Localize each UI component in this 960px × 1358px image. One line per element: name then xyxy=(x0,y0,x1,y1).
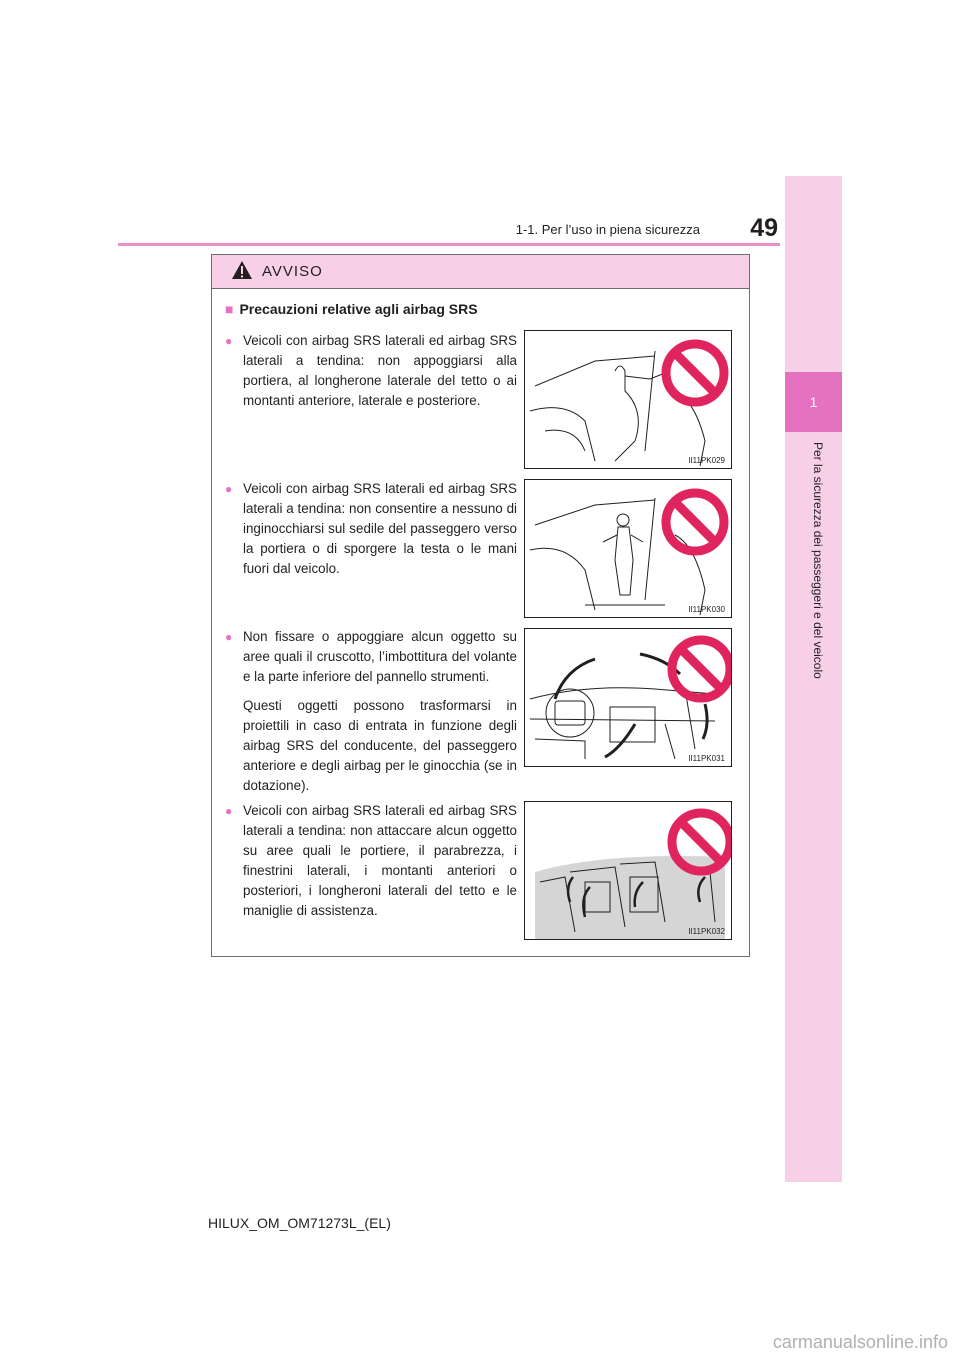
watermark: carmanualsonline.info xyxy=(772,1332,948,1352)
item-text: Veicoli con airbag SRS laterali ed airbag SRS laterali a tendina: non appoggiarsi alla portiera, al longherone laterale del tetto o ai montanti anteriore, laterale e posteriore. xyxy=(243,333,517,408)
item-text: Veicoli con airbag SRS laterali ed airbag SRS laterali a tendina: non consentire a nessuno di inginocchiarsi sul sedile del passeggero verso la portiera o di sporgere la testa o le mani fuori dal veicolo. xyxy=(243,481,517,576)
figure-leaning-on-door xyxy=(524,330,732,469)
warning-item xyxy=(225,479,517,579)
figure-kneeling-on-seat xyxy=(524,479,732,618)
figure-objects-on-pillars xyxy=(524,801,732,940)
illustration-passenger-kneeling xyxy=(525,480,731,617)
page-number: 49 xyxy=(750,214,778,242)
illustration-dashboard xyxy=(525,629,731,766)
warning-triangle-icon xyxy=(231,260,253,280)
bullet-icon: ● xyxy=(225,482,233,496)
figure-code: II11PK031 xyxy=(688,754,725,763)
item-text: Questi oggetti possono trasformarsi in proiettili in caso di entrata in funzione degli airbag SRS del conducente, del passeggero anteriore e degli airbag per le ginocchia (se in dotazione). xyxy=(243,698,517,793)
figure-code: II11PK032 xyxy=(688,927,725,936)
bullet-icon: ● xyxy=(225,630,233,644)
side-tab-label: Per la sicurezza dei passeggeri e del veicolo xyxy=(811,442,825,679)
square-bullet-icon: ■ xyxy=(225,301,234,317)
warning-item xyxy=(225,801,517,921)
figure-objects-on-dashboard xyxy=(524,628,732,767)
section-heading xyxy=(225,301,478,317)
document-code: HILUX_OM_OM71273L_(EL) xyxy=(208,1215,391,1231)
figure-code: II11PK029 xyxy=(688,456,725,465)
warning-item xyxy=(225,331,517,411)
illustration-cabin-interior xyxy=(525,802,731,939)
warning-title: AVVISO xyxy=(262,263,323,280)
bullet-icon: ● xyxy=(225,334,233,348)
warning-header xyxy=(212,255,749,289)
section-heading-text: Precauzioni relative agli airbag SRS xyxy=(239,301,478,317)
figure-code: II11PK030 xyxy=(688,605,725,614)
header-divider xyxy=(118,243,780,246)
header-section-title: 1-1. Per l’uso in piena sicurezza xyxy=(515,222,700,237)
item-text: Veicoli con airbag SRS laterali ed airbag SRS laterali a tendina: non attaccare alcun oggetto su aree quali le portiere, il parabrezza, i finestrini laterali, i montanti anteriori o posteriori, i longheroni laterali del tetto e le maniglie di assistenza. xyxy=(243,803,517,918)
bullet-icon: ● xyxy=(225,804,233,818)
item-text: Non fissare o appoggiare alcun oggetto su aree quali il cruscotto, l’imbottitura del volante e la parte inferiore del pannello strumenti. xyxy=(243,629,517,684)
side-tab-chapter: 1 xyxy=(785,372,842,432)
illustration-passenger-leaning xyxy=(525,331,731,468)
warning-item xyxy=(225,627,517,796)
